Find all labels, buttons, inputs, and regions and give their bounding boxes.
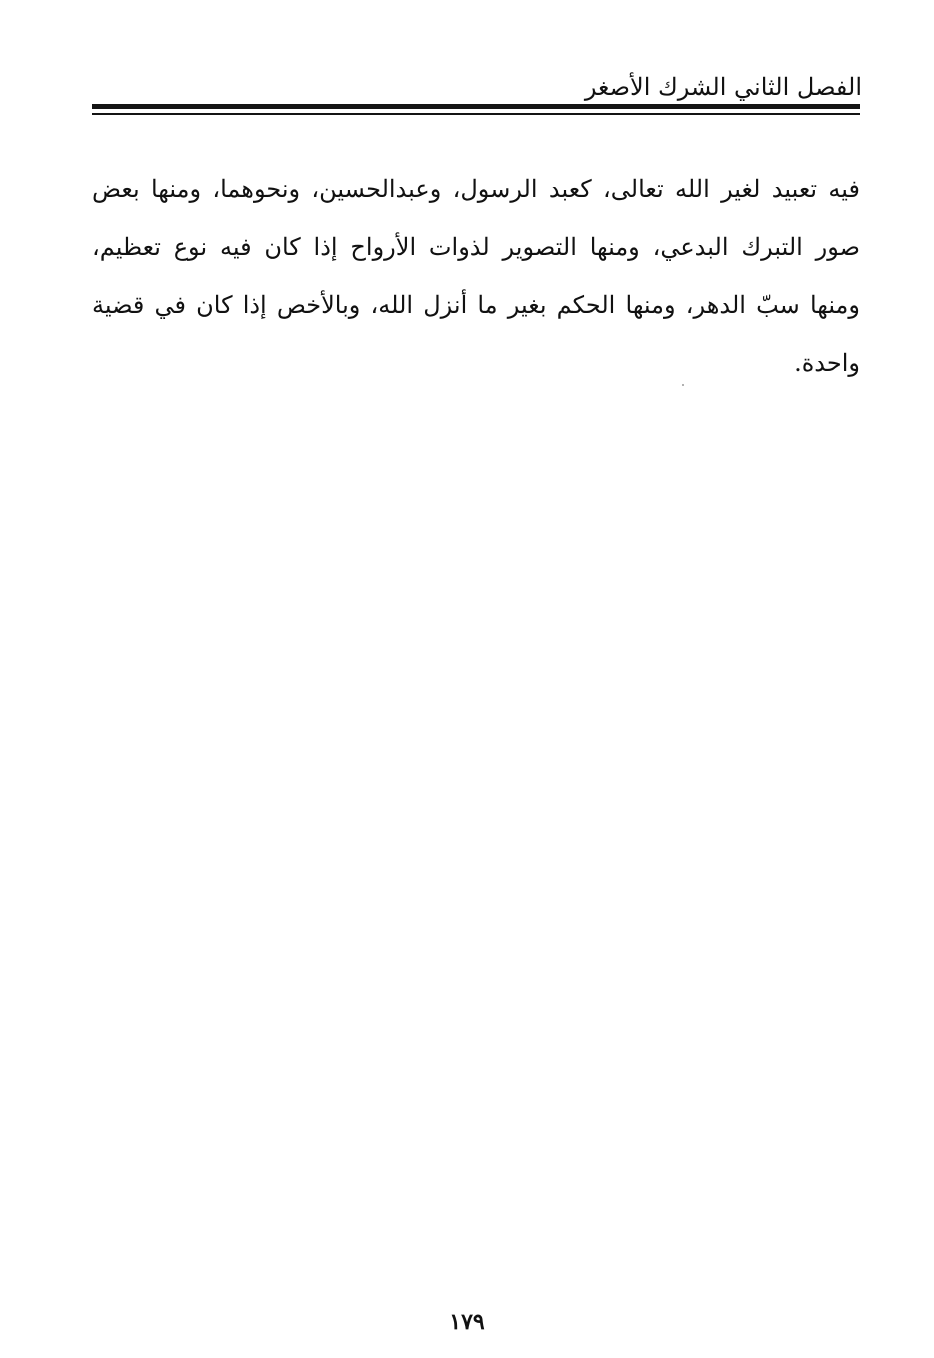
body-text (92, 160, 860, 392)
header-rule-thin (92, 113, 860, 115)
scan-speck (682, 384, 684, 386)
running-header: الفصل الثاني الشرك الأصغر (584, 73, 862, 101)
header-rule-thick (92, 104, 860, 109)
page-number: ١٧٩ (449, 1309, 485, 1335)
body-line: فيه تعبيد لغير الله تعالى، كعبد الرسول، وعبدالحسين، ونحوهما، ومنها بعض (92, 175, 860, 203)
body-line: صور التبرك البدعي، ومنها التصوير لذوات الأرواح إذا كان فيه نوع تعظيم، (92, 233, 860, 261)
body-line: واحدة. (794, 349, 860, 377)
body-line: ومنها سبّ الدهر، ومنها الحكم بغير ما أنزل الله، وبالأخص إذا كان في قضية (92, 291, 860, 319)
